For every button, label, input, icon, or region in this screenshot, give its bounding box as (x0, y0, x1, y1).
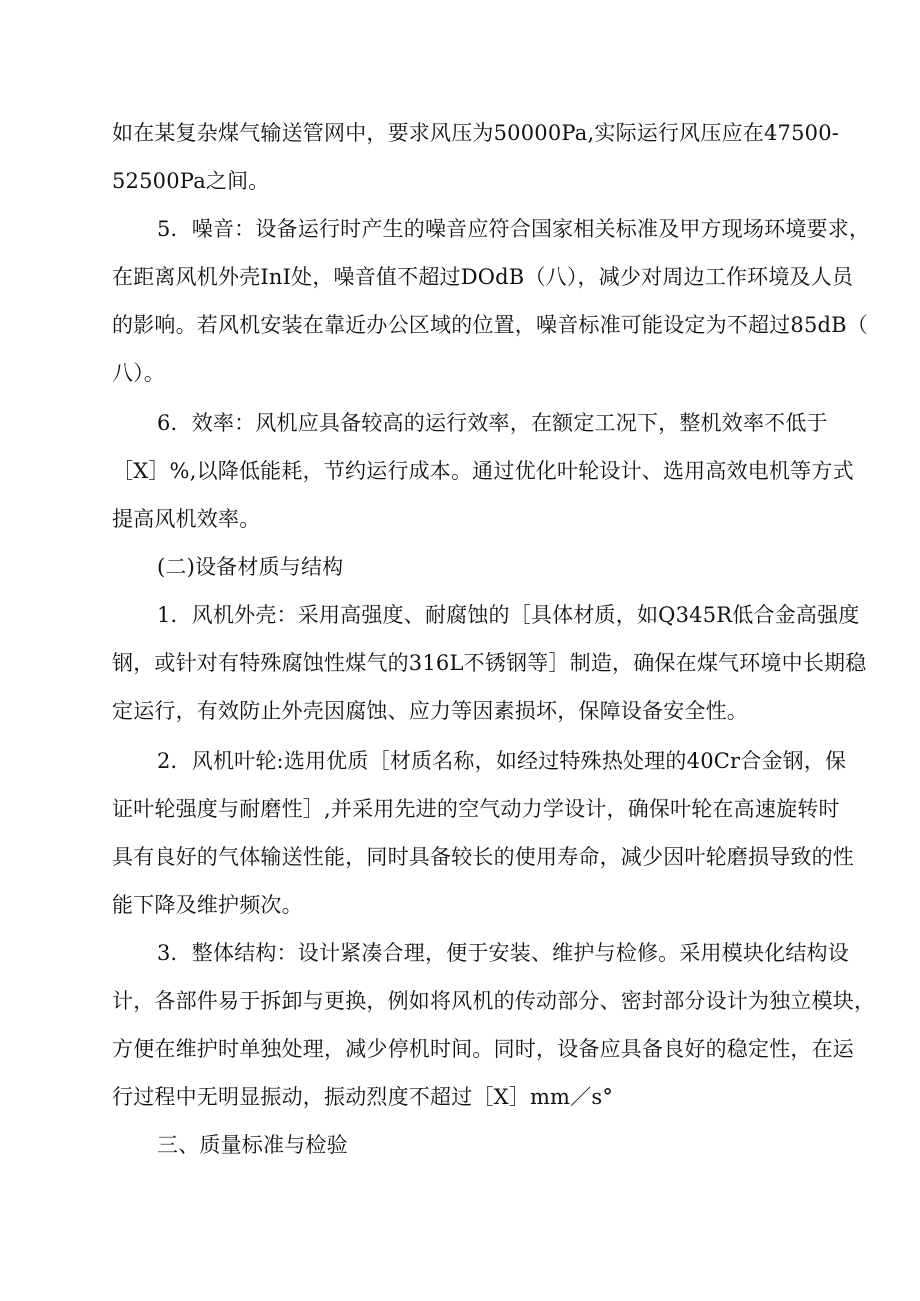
text-line: 计，各部件易于拆卸与更换，例如将风机的传动部分、密封部分设计为独立模块， (112, 989, 876, 1013)
text-line: ［X］%,以降低能耗，节约运行成本。通过优化叶轮设计、选用高效电机等方式 (112, 459, 854, 483)
text-line: 方便在维护时单独处理，减少停机时间。同时，设备应具备良好的稳定性，在运 (112, 1037, 854, 1061)
text-line: 行过程中无明显振动，振动烈度不超过［X］mm／s° (112, 1085, 614, 1109)
text-line: 如在某复杂煤气输送管网中，要求风压为50000Pa,实际运行风压应在47500- (112, 121, 840, 145)
text-line: 在距离风机外壳InI处，噪音值不超过DOdB（八），减少对周边工作环境及人员 (112, 265, 854, 289)
text-line: 的影响。若风机安装在靠近办公区域的位置，噪音标准可能设定为不超过85dB（ (112, 313, 868, 337)
text-line: 3．整体结构：设计紧凑合理，便于安装、维护与检修。采用模块化结构设 (157, 941, 849, 965)
text-line: 定运行，有效防止外壳因腐蚀、应力等因素损坏，保障设备安全性。 (112, 699, 748, 723)
section-heading: (二)设备材质与结构 (157, 555, 344, 579)
section-heading: 三、质量标准与检验 (157, 1133, 348, 1157)
text-line: 52500Pa之间。 (112, 169, 270, 193)
text-line: 5．噪音：设备运行时产生的噪音应符合国家相关标准及甲方现场环境要求， (157, 217, 871, 241)
text-line: 1．风机外壳：采用高强度、耐腐蚀的［具体材质，如Q345R低合金高强度 (157, 603, 860, 627)
text-line: 能下降及维护频次。 (112, 893, 303, 917)
text-line: 提高风机效率。 (112, 507, 261, 531)
text-line: 具有良好的气体输送性能，同时具备较长的使用寿命，减少因叶轮磨损导致的性 (112, 845, 854, 869)
text-line: 钢，或针对有特殊腐蚀性煤气的316L不锈钢等］制造，确保在煤气环境中长期稳 (112, 651, 867, 675)
text-line: 2．风机叶轮:选用优质［材质名称，如经过特殊热处理的40Cr合金钢，保 (157, 749, 847, 773)
text-line: 八）。 (112, 361, 166, 385)
text-line: 6．效率：风机应具备较高的运行效率，在额定工况下，整机效率不低于 (157, 411, 828, 435)
text-line: 证叶轮强度与耐磨性］,并采用先进的空气动力学设计，确保叶轮在高速旋转时 (112, 797, 840, 821)
